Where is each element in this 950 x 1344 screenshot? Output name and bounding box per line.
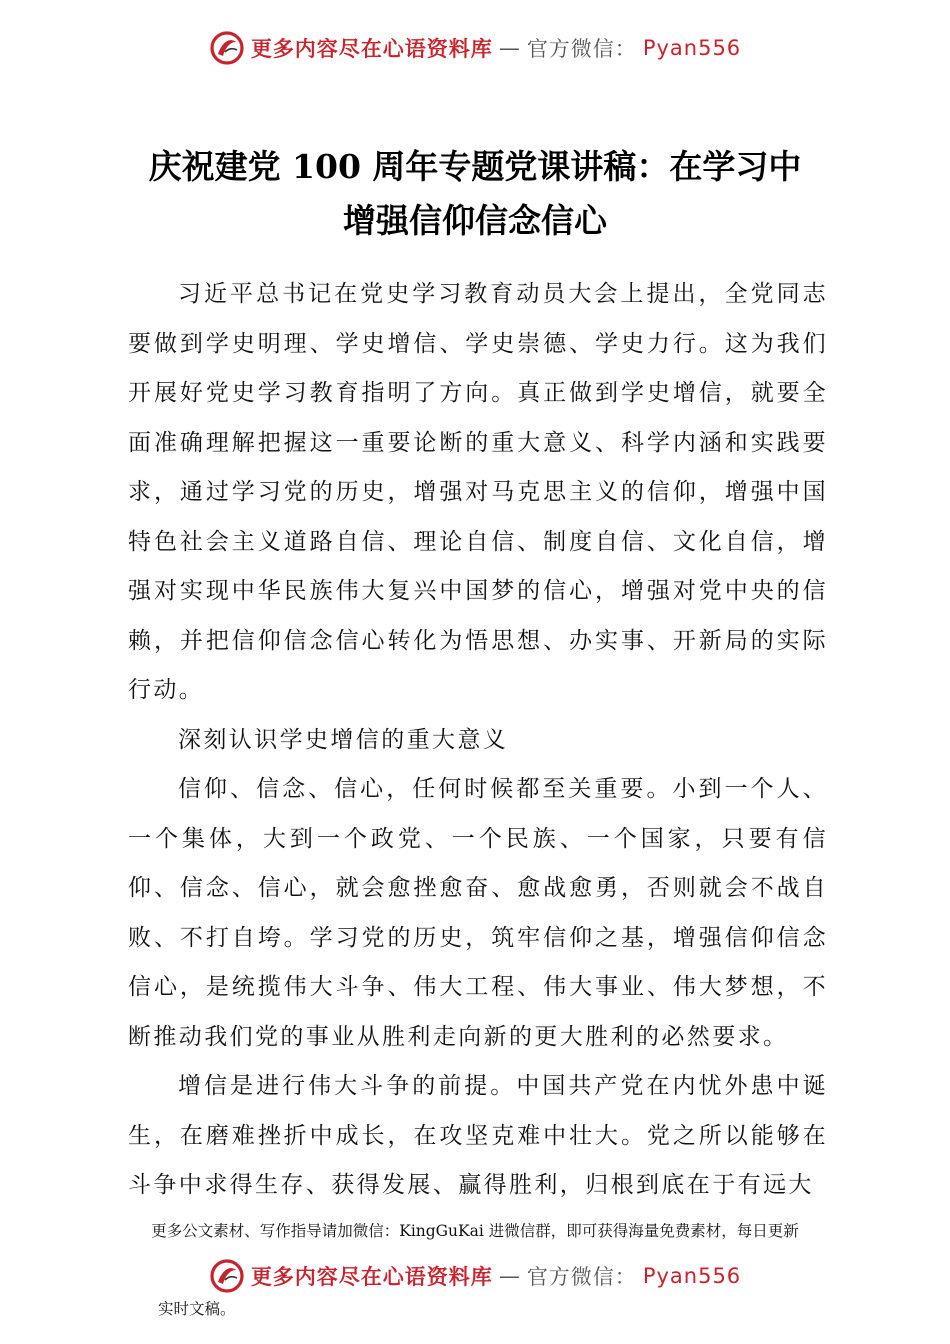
- document-body: [128, 270, 828, 1211]
- paragraph: 信仰、信念、信心，任何时候都至关重要。小到一个人、一个集体，大到一个政党、一个民族、一个国家，只要有信仰、信念、信心，就会愈挫愈奋、愈战愈勇，否则就会不战自败、不打自垮。学习党的历史，筑牢信仰之基，增强信仰信念信心，是统揽伟大斗争、伟大工程、伟大事业、伟大梦想，不断推动我们党的事业从胜利走向新的更大胜利的必然要求。: [128, 776, 828, 1050]
- header-watermark-banner: [0, 26, 950, 70]
- footer-note: 更多公文素材、写作指导请加微信：KingGuKai 进微信群，即可获得海量免费素材，每日更新: [151, 1222, 799, 1240]
- footer-tail-text: 实时文稿。: [158, 1300, 236, 1318]
- title-line-1: 庆祝建党 100 周年专题党课讲稿：在学习中: [148, 147, 802, 186]
- title-line-2: 增强信仰信念信心: [343, 201, 607, 240]
- watermark-official-label: 官方微信：: [526, 1265, 637, 1289]
- paragraph-intro: 习近平总书记在党史学习教育动员大会上提出，全党同志要做到学史明理、学史增信、学史崇德、学史力行。这为我们开展好党史学习教育指明了方向。真正做到学史增信，就要全面准确理解把握这一重要论断的重大意义、科学内涵和实践要求，通过学习党的历史，增强对马克思主义的信仰，增强中国特色社会主义道路自信、理论自信、制度自信、文化自信，增强对实现中华民族伟大复兴中国梦的信心，增强对党中央的信赖，并把信仰信念信心转化为悟思想、办实事、开新局的实际行动。: [128, 281, 828, 703]
- footer-watermark-banner: [0, 1254, 950, 1298]
- watermark-main-text: 更多内容尽在心语资料库: [250, 1265, 493, 1289]
- paragraph: 增信是进行伟大斗争的前提。中国共产党在内忧外患中诞生，在磨难挫折中成长，在攻坚克难中壮大。党之所以能够在斗争中求得生存、获得发展、赢得胜利，归根到底在于有远大: [128, 1073, 828, 1198]
- watermark-separator: —: [498, 36, 521, 60]
- watermark-wechat-id: Pyan556: [642, 1264, 742, 1288]
- section-heading: 深刻认识学史增信的重大意义: [178, 726, 509, 753]
- brush-swirl-logo-icon: [209, 30, 245, 66]
- brush-swirl-logo-icon: [209, 1258, 245, 1294]
- watermark-official-label: 官方微信：: [526, 37, 637, 61]
- watermark-main-text: 更多内容尽在心语资料库: [250, 37, 493, 61]
- watermark-wechat-id: Pyan556: [642, 36, 742, 60]
- watermark-separator: —: [498, 1264, 521, 1288]
- document-title: [60, 140, 890, 248]
